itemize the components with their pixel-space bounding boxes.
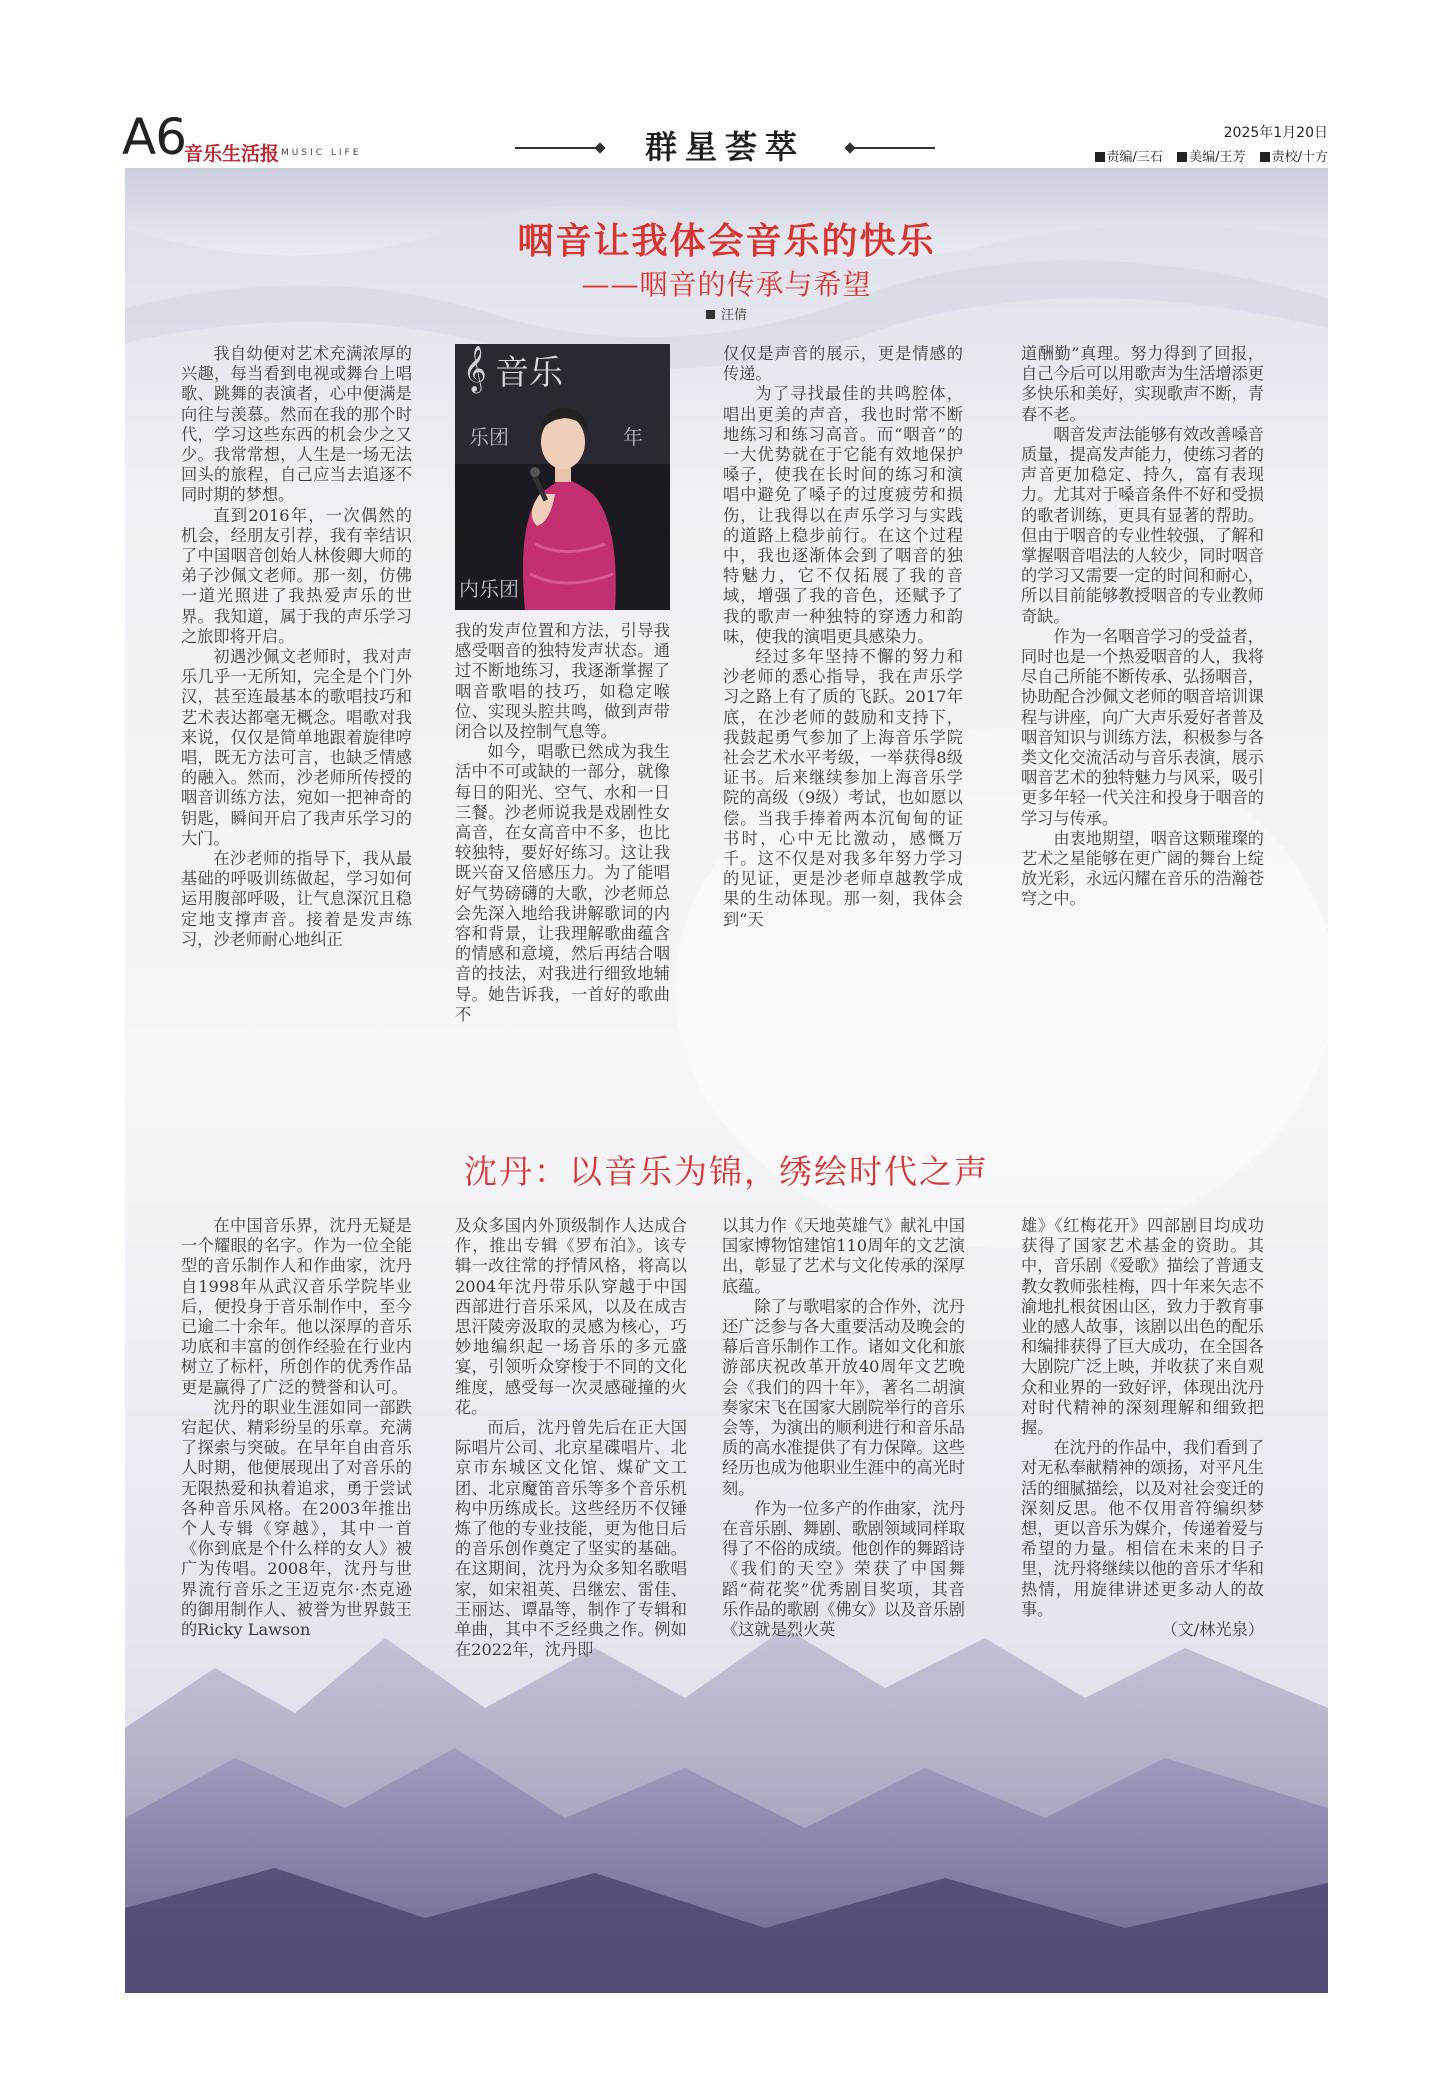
paragraph: 在沙老师的指导下，我从最基础的呼吸训练做起，学习如何运用腹部呼吸，让气息深沉且稳定地支撑声音。接着是发声练习，沙老师耐心地纠正 <box>181 849 412 949</box>
paragraph: 作为一名咽音学习的受益者，同时也是一个热爱咽音的人，我将尽自己所能不断传承、弘扬咽音，协助配合沙佩文老师的咽音培训课程与讲座，向广大声乐爱好者普及咽音知识与训练方法，积极参与各类文化交流活动与音乐表演，展示咽音艺术的独特魅力与风采，吸引更多年轻一代关注和投身于咽音的学习与传承。 <box>1021 626 1264 828</box>
photo-backdrop-text-2: 乐团 <box>469 425 509 449</box>
article-1-author: 汪倩 <box>125 304 1328 323</box>
newspaper-english-name: MUSIC LIFE <box>281 148 362 158</box>
article-2-byline: （文/林光泉） <box>1161 1620 1264 1640</box>
paragraph: 作为一位多产的作曲家，沈丹在音乐剧、舞剧、歌剧领域同样取得了不俗的成绩。他创作的舞蹈诗《我们的天空》荣获了中国舞蹈“荷花奖”优秀剧目奖项，其音乐作品的歌剧《佛女》以及音乐剧《这就是烈火英 <box>722 1498 965 1640</box>
paragraph: 以其力作《天地英雄气》献礼中国国家博物馆建馆110周年的文艺演出，彰显了艺术与文化传承的深厚底蕴。 <box>722 1216 965 1296</box>
paragraph: 直到2016年，一次偶然的机会，经朋友引荐，我有幸结识了中国咽音创始人林俊卿大师的弟子沙佩文老师。那一刻，仿佛一道光照进了我热爱声乐的世界。我知道，属于我的声乐学习之旅即将开启。 <box>181 505 412 646</box>
article-1-column-1 <box>181 344 412 1104</box>
article-2-title: 沈丹：以音乐为锦，绣绘时代之声 <box>464 1152 989 1191</box>
article-2-column-2 <box>455 1216 687 1936</box>
page-number: A6 <box>122 108 187 166</box>
article-2-column-1 <box>181 1216 412 1936</box>
paragraph: 除了与歌唱家的合作外，沈丹还广泛参与各大重要活动及晚会的幕后音乐制作工作。诸如文化和旅游部庆祝改革开放40周年文艺晚会《我们的四十年》，著名二胡演奏家宋飞在国家大剧院举行的音乐会等，为演出的顺利进行和音乐品质的高水准提供了有力保障。这些经历也成为他职业生涯中的高光时刻。 <box>722 1296 965 1498</box>
article-1-subtitle: ——咽音的传承与希望 <box>581 268 872 301</box>
paragraph: 初遇沙佩文老师时，我对声乐几乎一无所知，完全是个门外汉，甚至连最基本的歌唱技巧和艺术表达都毫无概念。唱歌对我来说，仅仅是简单地跟着旋律哼唱，既无方法可言，也缺乏情感的融入。然而，沙老师所传授的咽音训练方法，宛如一把神奇的钥匙，瞬间开启了我声乐学习的大门。 <box>181 647 412 848</box>
paragraph: 我的发声位置和方法，引导我感受咽音的独特发声状态。通过不断地练习，我逐渐掌握了咽音歌唱的技巧，如稳定喉位、实现头腔共鸣，做到声带闭合以及控制气息等。 <box>455 621 670 742</box>
section-rule-left <box>515 147 600 149</box>
photo-backdrop-text-4: 内乐团 <box>459 577 519 601</box>
editor-credit: 责编/三石 <box>1095 150 1163 165</box>
section-title <box>515 122 935 172</box>
paragraph: 在中国音乐界，沈丹无疑是一个耀眼的名字。作为一位全能型的音乐制作人和作曲家，沈丹自1998年从武汉音乐学院毕业后，便投身于音乐制作中，至今已逾二十余年。他以深厚的音乐功底和丰富的创作经验在行业内树立了标杆，所创作的优秀作品更是赢得了广泛的赞誉和认可。 <box>181 1216 412 1397</box>
editor-credits <box>1028 146 1328 165</box>
article-panel <box>125 168 1328 1993</box>
svg-text:𝄞: 𝄞 <box>463 346 487 392</box>
paragraph: 经过多年坚持不懈的努力和沙老师的悉心指导，我在声乐学习之路上有了质的飞跃。2017年底，在沙老师的鼓励和支持下，我鼓起勇气参加了上海音乐学院社会艺术水平考级，一举获得8级证书。后来继续参加上海音乐学院的高级（9级）考试，也如愿以偿。当我手捧着两本沉甸甸的证书时，心中无比激动，感慨万千。这不仅是对我多年努力学习的见证，更是沙老师卓越教学成果的生动体现。那一刻，我体会到“天 <box>723 647 963 929</box>
designer-credit: 美编/王芳 <box>1177 150 1245 165</box>
article-2-column-4 <box>1021 1216 1264 1936</box>
paragraph: 我自幼便对艺术充满浓厚的兴趣，每当看到电视或舞台上唱歌、跳舞的表演者，心中便满是向往与羡慕。然而在我的那个时代，学习这些东西的机会少之又少。我常常想，人生是一场无法回头的旅程，自己应当去追逐不同时期的梦想。 <box>181 344 412 505</box>
paragraph: 而后，沈丹曾先后在正大国际唱片公司、北京星碟唱片、北京市东城区文化馆、煤矿文工团、北京魔笛音乐等多个音乐机构中历练成长。这些经历不仅锤炼了他的专业技能，更为他日后的音乐创作奠定了坚实的基础。在这期间，沈丹为众多知名歌唱家，如宋祖英、吕继宏、雷佳、王丽达、谭晶等，制作了专辑和单曲，其中不乏经典之作。例如在2022年，沈丹即 <box>455 1418 687 1660</box>
photo-backdrop-text-3: 年 <box>623 425 643 449</box>
article-1-column-3 <box>723 344 963 1104</box>
photo-backdrop-text-1: 音乐 <box>495 353 563 393</box>
paragraph: 为了寻找最佳的共鸣腔体，唱出更美的声音，我也时常不断地练习和练习高音。而“咽音”的一大优势就在于它能有效地保护嗓子，使我在长时间的练习和演唱中避免了嗓子的过度疲劳和损伤，让我得以在声乐学习与实践的道路上稳步前行。在这个过程中，我也逐渐体会到了咽音的独特魅力，它不仅拓展了我的音域，增强了我的音色，还赋予了我的歌声一种独特的穿透力和韵味，使我的演唱更具感染力。 <box>723 384 963 646</box>
article-1-title: 咽音让我体会音乐的快乐 <box>517 220 936 262</box>
paragraph: 及众多国内外顶级制作人达成合作，推出专辑《罗布泊》。该专辑一改往常的抒情风格，将高以2004年沈丹带乐队穿越于中国西部进行音乐采风，以及在成吉思汗陵旁汲取的灵感为核心，巧妙地编织起一场音乐的多元盛宴，引领听众穿梭于不同的文化维度，感受每一次灵感碰撞的火花。 <box>455 1216 687 1417</box>
paragraph: 道酬勤”真理。努力得到了回报，自己今后可以用歌声为生活增添更多快乐和美好，实现歌声不断，青春不老。 <box>1021 344 1264 424</box>
article-2-column-3 <box>722 1216 965 1936</box>
newspaper-name: 音乐生活报 <box>184 143 280 165</box>
paragraph: 雄》《红梅花开》四部剧目均成功获得了国家艺术基金的资助。其中，音乐剧《爱歌》描绘了普通支教女教师张桂梅，四十年来矢志不渝地扎根贫困山区，致力于教育事业的感人故事，该剧以出色的配乐和编排获得了巨大成功，在全国各大剧院广泛上映，并收获了来自观众和业界的一致好评，体现出沈丹对时代精神的深刻理解和细致把握。 <box>1021 1216 1264 1438</box>
article-1-column-2 <box>455 621 670 1106</box>
paragraph: 仅仅是声音的展示，更是情感的传递。 <box>723 344 963 384</box>
page-header <box>0 0 1450 170</box>
issue-date: 2025年1月20日 <box>1223 125 1328 141</box>
paragraph: 在沈丹的作品中，我们看到了对无私奉献精神的颂扬，对平凡生活的细腻描绘，以及对社会变迁的深刻反思。他不仅用音符编织梦想，更以音乐为媒介，传递着爱与希望的力量。相信在未来的日子里，沈丹将继续以他的音乐才华和热情，用旋律讲述更多动人的故事。 <box>1021 1438 1264 1619</box>
paragraph: 如今，唱歌已然成为我生活中不可或缺的一部分，就像每日的阳光、空气、水和一日三餐。沙老师说我是戏剧性女高音，在女高音中不多，也比较独特，要好好练习。这让我既兴奋又倍感压力。为了能唱好气势磅礴的大歌，沙老师总会先深入地给我讲解歌词的内容和背景，让我理解歌曲蕴含的情感和意境，然后再结合咽音的技法，对我进行细致地辅导。她告诉我，一首好的歌曲不 <box>455 742 670 1024</box>
section-title-text: 群星荟萃 <box>644 128 805 166</box>
paragraph: 沈丹的职业生涯如同一部跌宕起伏、精彩纷呈的乐章。充满了探索与突破。在早年自由音乐人时期，他便展现出了对音乐的无限热爱和执着追求，勇于尝试各种音乐风格。在2003年推出个人专辑《穿越》，其中一首《你到底是个什么样的女人》被广为传唱。2008年，沈丹与世界流行音乐之王迈克尔·杰克逊的御用制作人、被誉为世界鼓王的Ricky Lawson <box>181 1397 412 1640</box>
singer-photo <box>455 344 670 610</box>
paragraph: 由衷地期望，咽音这颗璀璨的艺术之星能够在更广阔的舞台上绽放光彩，永远闪耀在音乐的浩瀚苍穹之中。 <box>1021 828 1264 909</box>
section-rule-right <box>850 147 935 149</box>
article-1-column-4 <box>1021 344 1264 1104</box>
paragraph: 咽音发声法能够有效改善嗓音质量，提高发声能力，使练习者的声音更加稳定、持久，富有表现力。尤其对于嗓音条件不好和受损的歌者训练，更具有显著的帮助。但由于咽音的专业性较强，了解和掌握咽音唱法的人较少，同时咽音的学习又需要一定的时间和耐心，所以目前能够教授咽音的专业教师奇缺。 <box>1021 424 1264 626</box>
proofreader-credit: 责校/十方 <box>1260 150 1328 165</box>
